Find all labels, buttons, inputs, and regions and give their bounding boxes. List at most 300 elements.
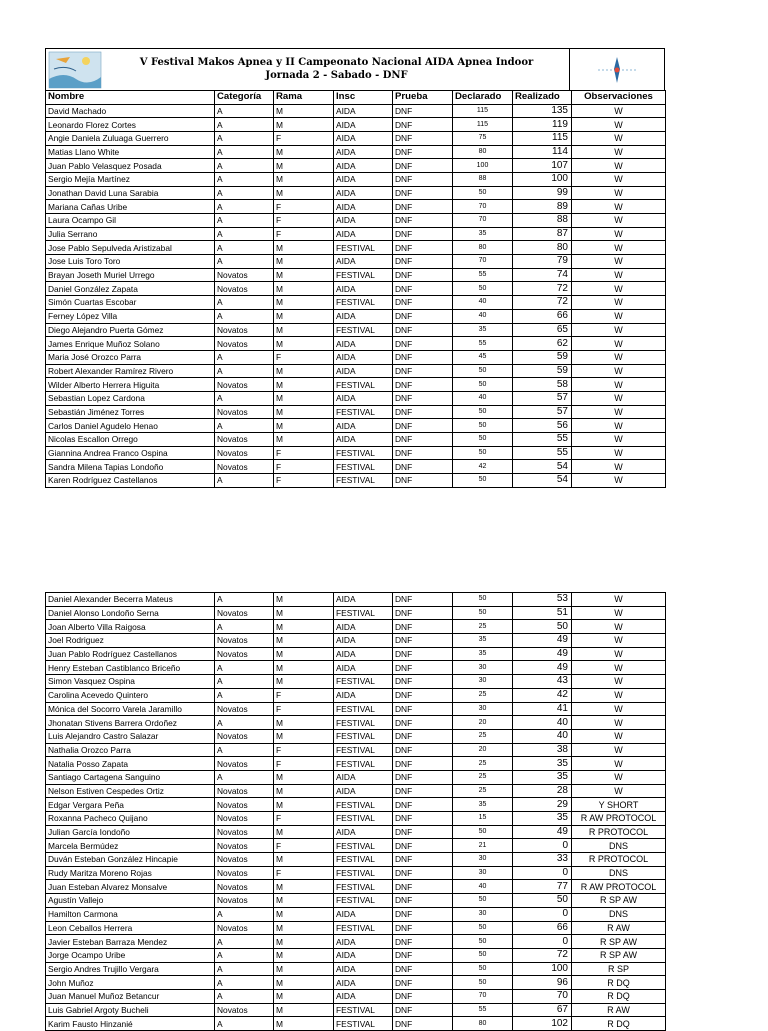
cell-categoria: Novatos [215, 378, 274, 392]
cell-categoria: A [215, 186, 274, 200]
cell-nombre: Juan Pablo Rodríguez Castellanos [46, 647, 215, 661]
table-row [46, 200, 666, 214]
table-row [46, 378, 666, 392]
cell-prueba: DNF [393, 948, 453, 962]
cell-rama: M [274, 921, 334, 935]
table-row [46, 743, 666, 757]
cell-rama: M [274, 894, 334, 908]
cell-declarado: 25 [453, 620, 513, 634]
cell-nombre: Angie Daniela Zuluaga Guerrero [46, 131, 215, 145]
sheet-title [104, 49, 569, 90]
cell-insc: FESTIVAL [334, 757, 393, 771]
cell-declarado: 100 [453, 159, 513, 173]
cell-rama: M [274, 118, 334, 132]
table-row [46, 159, 666, 173]
cell-prueba: DNF [393, 798, 453, 812]
cell-rama: M [274, 145, 334, 159]
cell-rama: M [274, 593, 334, 607]
cell-insc: FESTIVAL [334, 894, 393, 908]
cell-insc: AIDA [334, 214, 393, 228]
cell-prueba: DNF [393, 880, 453, 894]
cell-observaciones: W [572, 784, 666, 798]
cell-declarado: 15 [453, 812, 513, 826]
cell-nombre: Santiago Cartagena Sanguino [46, 770, 215, 784]
cell-realizado: 0 [513, 907, 572, 921]
cell-observaciones: W [572, 268, 666, 282]
cell-insc: FESTIVAL [334, 241, 393, 255]
cell-insc: AIDA [334, 200, 393, 214]
cell-realizado: 72 [513, 948, 572, 962]
cell-declarado: 50 [453, 894, 513, 908]
cell-observaciones: R PROTOCOL [572, 853, 666, 867]
cell-declarado: 25 [453, 729, 513, 743]
cell-declarado: 21 [453, 839, 513, 853]
cell-realizado: 66 [513, 309, 572, 323]
cell-realizado: 42 [513, 688, 572, 702]
cell-observaciones: W [572, 131, 666, 145]
cell-nombre: Nathalia Orozco Parra [46, 743, 215, 757]
cell-observaciones: DNS [572, 839, 666, 853]
table-row [46, 647, 666, 661]
cell-categoria: Novatos [215, 921, 274, 935]
cell-categoria: Novatos [215, 268, 274, 282]
cell-insc: FESTIVAL [334, 729, 393, 743]
cell-categoria: A [215, 172, 274, 186]
cell-observaciones: W [572, 593, 666, 607]
cell-realizado: 49 [513, 825, 572, 839]
cell-nombre: Carlos Daniel Agudelo Henao [46, 419, 215, 433]
cell-rama: F [274, 688, 334, 702]
cell-insc: FESTIVAL [334, 606, 393, 620]
cell-realizado: 40 [513, 729, 572, 743]
event-logo [46, 49, 104, 90]
cell-declarado: 50 [453, 825, 513, 839]
cell-categoria: A [215, 227, 274, 241]
cell-categoria: A [215, 989, 274, 1003]
cell-observaciones: W [572, 446, 666, 460]
cell-declarado: 50 [453, 378, 513, 392]
cell-declarado: 70 [453, 255, 513, 269]
cell-insc: AIDA [334, 364, 393, 378]
cell-declarado: 25 [453, 757, 513, 771]
table-row [46, 716, 666, 730]
cell-declarado: 20 [453, 716, 513, 730]
cell-insc: AIDA [334, 227, 393, 241]
cell-observaciones: W [572, 433, 666, 447]
cell-insc: AIDA [334, 688, 393, 702]
title-line-1: V Festival Makos Apnea y II Campeonato Nacional AIDA Apnea Indoor [139, 57, 534, 68]
cell-rama: M [274, 729, 334, 743]
cell-realizado: 54 [513, 474, 572, 488]
cell-rama: M [274, 268, 334, 282]
cell-nombre: Laura Ocampo Gil [46, 214, 215, 228]
cell-declarado: 35 [453, 227, 513, 241]
table-row [46, 880, 666, 894]
cell-categoria: A [215, 419, 274, 433]
cell-categoria: A [215, 962, 274, 976]
table-row [46, 798, 666, 812]
cell-nombre: Henry Esteban Castiblanco Briceño [46, 661, 215, 675]
table-row [46, 634, 666, 648]
table-row [46, 172, 666, 186]
cell-declarado: 75 [453, 131, 513, 145]
cell-categoria: A [215, 593, 274, 607]
table-row [46, 350, 666, 364]
cell-rama: M [274, 907, 334, 921]
cell-declarado: 55 [453, 1003, 513, 1017]
cell-rama: M [274, 282, 334, 296]
table-1-body [46, 104, 666, 487]
cell-nombre: Nelson Estiven Cespedes Ortiz [46, 784, 215, 798]
cell-nombre: Sergio Andres Trujillo Vergara [46, 962, 215, 976]
cell-categoria: Novatos [215, 405, 274, 419]
cell-categoria: A [215, 743, 274, 757]
cell-realizado: 35 [513, 812, 572, 826]
cell-rama: M [274, 241, 334, 255]
cell-declarado: 50 [453, 976, 513, 990]
table-row [46, 702, 666, 716]
cell-realizado: 59 [513, 364, 572, 378]
cell-insc: AIDA [334, 620, 393, 634]
cell-declarado: 30 [453, 866, 513, 880]
cell-observaciones: W [572, 241, 666, 255]
cell-declarado: 20 [453, 743, 513, 757]
cell-declarado: 45 [453, 350, 513, 364]
cell-nombre: Javier Esteban Barraza Mendez [46, 935, 215, 949]
cell-categoria: A [215, 118, 274, 132]
cell-observaciones: W [572, 296, 666, 310]
cell-insc: AIDA [334, 962, 393, 976]
cell-rama: M [274, 935, 334, 949]
cell-realizado: 135 [513, 104, 572, 118]
table-row [46, 962, 666, 976]
cell-prueba: DNF [393, 853, 453, 867]
table-row [46, 606, 666, 620]
cell-rama: M [274, 296, 334, 310]
cell-categoria: A [215, 675, 274, 689]
cell-insc: FESTIVAL [334, 798, 393, 812]
cell-observaciones: R DQ [572, 1017, 666, 1031]
cell-prueba: DNF [393, 104, 453, 118]
cell-categoria: Novatos [215, 337, 274, 351]
cell-observaciones: W [572, 620, 666, 634]
col-header-realizado: Realizado [513, 91, 572, 105]
cell-rama: M [274, 405, 334, 419]
table-row [46, 770, 666, 784]
cell-realizado: 50 [513, 894, 572, 908]
cell-nombre: Rudy Maritza Moreno Rojas [46, 866, 215, 880]
table-row [46, 227, 666, 241]
cell-prueba: DNF [393, 1017, 453, 1031]
cell-observaciones: W [572, 474, 666, 488]
cell-rama: F [274, 227, 334, 241]
cell-categoria: Novatos [215, 853, 274, 867]
cell-nombre: Daniel Alexander Becerra Mateus [46, 593, 215, 607]
cell-categoria: Novatos [215, 606, 274, 620]
cell-prueba: DNF [393, 757, 453, 771]
cell-prueba: DNF [393, 391, 453, 405]
cell-nombre: Sebastian Lopez Cardona [46, 391, 215, 405]
cell-prueba: DNF [393, 118, 453, 132]
cell-prueba: DNF [393, 227, 453, 241]
cell-observaciones: W [572, 200, 666, 214]
cell-prueba: DNF [393, 784, 453, 798]
cell-rama: F [274, 812, 334, 826]
cell-nombre: Carolina Acevedo Quintero [46, 688, 215, 702]
cell-prueba: DNF [393, 282, 453, 296]
cell-nombre: Leonardo Florez Cortes [46, 118, 215, 132]
cell-observaciones: R AW [572, 921, 666, 935]
cell-categoria: A [215, 159, 274, 173]
cell-realizado: 35 [513, 770, 572, 784]
table-row [46, 675, 666, 689]
cell-prueba: DNF [393, 474, 453, 488]
cell-nombre: Mariana Cañas Uribe [46, 200, 215, 214]
cell-realizado: 107 [513, 159, 572, 173]
cell-categoria: A [215, 620, 274, 634]
cell-prueba: DNF [393, 620, 453, 634]
cell-nombre: Julia Serrano [46, 227, 215, 241]
cell-realizado: 49 [513, 647, 572, 661]
cell-categoria: A [215, 296, 274, 310]
table-row [46, 757, 666, 771]
cell-realizado: 49 [513, 634, 572, 648]
cell-observaciones: R SP [572, 962, 666, 976]
cell-realizado: 62 [513, 337, 572, 351]
cell-declarado: 35 [453, 798, 513, 812]
cell-nombre: Julian García Iondoño [46, 825, 215, 839]
cell-insc: FESTIVAL [334, 812, 393, 826]
cell-realizado: 54 [513, 460, 572, 474]
cell-nombre: Joel Rodriguez [46, 634, 215, 648]
results-sheet-part-2 [45, 592, 665, 1031]
table-row [46, 405, 666, 419]
cell-nombre: Natalia Posso Zapata [46, 757, 215, 771]
cell-categoria: A [215, 145, 274, 159]
cell-prueba: DNF [393, 433, 453, 447]
cell-categoria: Novatos [215, 866, 274, 880]
cell-realizado: 0 [513, 935, 572, 949]
cell-rama: M [274, 337, 334, 351]
table-row [46, 593, 666, 607]
cell-realizado: 80 [513, 241, 572, 255]
table-row [46, 323, 666, 337]
cell-realizado: 89 [513, 200, 572, 214]
cell-realizado: 53 [513, 593, 572, 607]
cell-insc: FESTIVAL [334, 405, 393, 419]
table-row [46, 839, 666, 853]
cell-categoria: A [215, 935, 274, 949]
cell-insc: FESTIVAL [334, 378, 393, 392]
cell-categoria: A [215, 907, 274, 921]
table-row [46, 364, 666, 378]
table-row [46, 894, 666, 908]
cell-declarado: 70 [453, 200, 513, 214]
cell-observaciones: R DQ [572, 989, 666, 1003]
cell-nombre: Sandra Milena Tapias Londoño [46, 460, 215, 474]
cell-categoria: A [215, 688, 274, 702]
cell-categoria: Novatos [215, 880, 274, 894]
cell-prueba: DNF [393, 743, 453, 757]
cell-realizado: 96 [513, 976, 572, 990]
cell-realizado: 57 [513, 405, 572, 419]
cell-observaciones: W [572, 104, 666, 118]
title-line-2: Jornada 2 - Sabado - DNF [265, 70, 408, 81]
cell-observaciones: W [572, 118, 666, 132]
cell-prueba: DNF [393, 688, 453, 702]
cell-declarado: 50 [453, 921, 513, 935]
cell-prueba: DNF [393, 186, 453, 200]
cell-observaciones: W [572, 661, 666, 675]
cell-nombre: Roxanna Pacheco Quijano [46, 812, 215, 826]
cell-insc: AIDA [334, 634, 393, 648]
cell-prueba: DNF [393, 839, 453, 853]
cell-realizado: 38 [513, 743, 572, 757]
table-row [46, 419, 666, 433]
table-row [46, 433, 666, 447]
cell-nombre: Jose Luis Toro Toro [46, 255, 215, 269]
cell-observaciones: R AW PROTOCOL [572, 812, 666, 826]
cell-nombre: Sebastián Jiménez Torres [46, 405, 215, 419]
cell-prueba: DNF [393, 716, 453, 730]
cell-categoria: A [215, 104, 274, 118]
cell-insc: AIDA [334, 989, 393, 1003]
cell-rama: M [274, 948, 334, 962]
cell-nombre: Juan Manuel Muñoz Betancur [46, 989, 215, 1003]
cell-insc: AIDA [334, 770, 393, 784]
cell-prueba: DNF [393, 268, 453, 282]
cell-categoria: Novatos [215, 446, 274, 460]
table-row [46, 460, 666, 474]
cell-categoria: Novatos [215, 433, 274, 447]
cell-nombre: Jhonatan Stivens Barrera Ordoñez [46, 716, 215, 730]
cell-declarado: 50 [453, 405, 513, 419]
cell-observaciones: R AW [572, 1003, 666, 1017]
results-table-1 [45, 90, 666, 488]
cell-nombre: Agustín Vallejo [46, 894, 215, 908]
cell-prueba: DNF [393, 647, 453, 661]
table-row [46, 309, 666, 323]
cell-declarado: 115 [453, 118, 513, 132]
cell-observaciones: W [572, 378, 666, 392]
table-row [46, 118, 666, 132]
cell-prueba: DNF [393, 364, 453, 378]
aida-logo [569, 49, 664, 90]
cell-declarado: 30 [453, 661, 513, 675]
cell-nombre: Nicolas Escallon Orrego [46, 433, 215, 447]
cell-declarado: 50 [453, 186, 513, 200]
cell-insc: AIDA [334, 391, 393, 405]
cell-prueba: DNF [393, 337, 453, 351]
cell-observaciones: W [572, 159, 666, 173]
cell-nombre: Karen Rodríguez Castellanos [46, 474, 215, 488]
cell-declarado: 25 [453, 770, 513, 784]
table-row [46, 853, 666, 867]
table-row [46, 812, 666, 826]
cell-rama: F [274, 131, 334, 145]
cell-declarado: 50 [453, 606, 513, 620]
cell-observaciones: W [572, 364, 666, 378]
cell-declarado: 50 [453, 935, 513, 949]
cell-declarado: 30 [453, 853, 513, 867]
cell-realizado: 55 [513, 446, 572, 460]
cell-prueba: DNF [393, 172, 453, 186]
table-row [46, 391, 666, 405]
cell-prueba: DNF [393, 729, 453, 743]
cell-insc: AIDA [334, 309, 393, 323]
table-row [46, 688, 666, 702]
col-header-prueba: Prueba [393, 91, 453, 105]
cell-realizado: 72 [513, 296, 572, 310]
cell-insc: AIDA [334, 647, 393, 661]
cell-realizado: 33 [513, 853, 572, 867]
cell-categoria: Novatos [215, 798, 274, 812]
cell-realizado: 59 [513, 350, 572, 364]
cell-categoria: A [215, 214, 274, 228]
cell-rama: M [274, 620, 334, 634]
cell-nombre: Maria José Orozco Parra [46, 350, 215, 364]
cell-realizado: 66 [513, 921, 572, 935]
table-2-body [46, 593, 666, 1031]
cell-realizado: 102 [513, 1017, 572, 1031]
cell-declarado: 30 [453, 702, 513, 716]
cell-prueba: DNF [393, 935, 453, 949]
cell-declarado: 70 [453, 989, 513, 1003]
cell-rama: M [274, 880, 334, 894]
table-row [46, 268, 666, 282]
cell-categoria: A [215, 474, 274, 488]
cell-declarado: 42 [453, 460, 513, 474]
table-row [46, 446, 666, 460]
cell-insc: AIDA [334, 907, 393, 921]
cell-insc: FESTIVAL [334, 675, 393, 689]
cell-realizado: 43 [513, 675, 572, 689]
cell-realizado: 49 [513, 661, 572, 675]
cell-declarado: 50 [453, 282, 513, 296]
cell-rama: M [274, 419, 334, 433]
cell-rama: M [274, 962, 334, 976]
cell-declarado: 40 [453, 296, 513, 310]
cell-insc: FESTIVAL [334, 268, 393, 282]
cell-prueba: DNF [393, 976, 453, 990]
cell-nombre: Simon Vasquez Ospina [46, 675, 215, 689]
col-header-rama: Rama [274, 91, 334, 105]
results-sheet-part-1 [45, 48, 665, 488]
cell-categoria: A [215, 391, 274, 405]
cell-observaciones: W [572, 214, 666, 228]
cell-rama: F [274, 350, 334, 364]
cell-declarado: 115 [453, 104, 513, 118]
cell-prueba: DNF [393, 675, 453, 689]
cell-nombre: Sergio Mejía Martínez [46, 172, 215, 186]
cell-prueba: DNF [393, 145, 453, 159]
table-row [46, 474, 666, 488]
table-row [46, 948, 666, 962]
col-header-categoria: Categoría [215, 91, 274, 105]
cell-nombre: Leon Ceballos Herrera [46, 921, 215, 935]
cell-realizado: 87 [513, 227, 572, 241]
cell-prueba: DNF [393, 634, 453, 648]
table-row [46, 1003, 666, 1017]
cell-declarado: 55 [453, 337, 513, 351]
cell-rama: M [274, 159, 334, 173]
cell-rama: M [274, 853, 334, 867]
cell-declarado: 80 [453, 241, 513, 255]
cell-nombre: Jorge Ocampo Uribe [46, 948, 215, 962]
cell-prueba: DNF [393, 921, 453, 935]
cell-categoria: Novatos [215, 323, 274, 337]
cell-categoria: Novatos [215, 282, 274, 296]
